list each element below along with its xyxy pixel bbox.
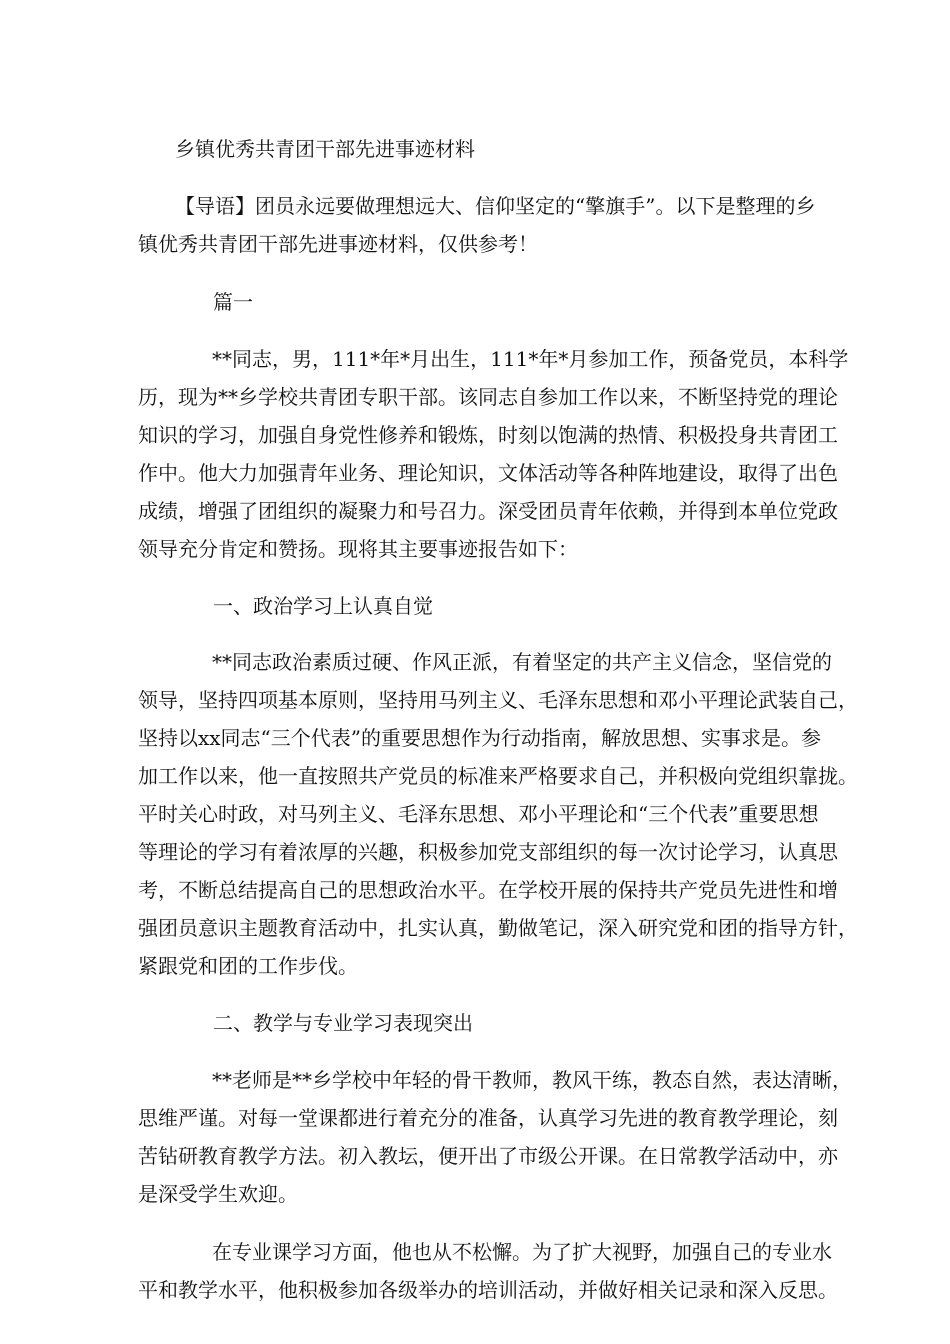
paragraph-3-line-4: 是深受学生欢迎。 bbox=[138, 1182, 298, 1206]
intro-line-1: 【导语】团员永远要做理想远大、信仰坚定的“擎旗手”。以下是整理的乡 bbox=[175, 194, 816, 218]
paragraph-1-line-1: **同志，男，111*年*月出生，111*年*月参加工作，预备党员，本科学 bbox=[212, 347, 849, 371]
heading-1: 一、政治学习上认真自觉 bbox=[213, 594, 433, 618]
paragraph-2-line-8: 强团员意识主题教育活动中，扎实认真，勤做笔记，深入研究党和团的指导方针， bbox=[138, 916, 858, 940]
paragraph-2-line-2: 领导，坚持四项基本原则，坚持用马列主义、毛泽东思想和邓小平理论武装自己， bbox=[138, 688, 858, 712]
paragraph-2-line-9: 紧跟党和团的工作步伐。 bbox=[138, 954, 358, 978]
paragraph-3-line-2: 思维严谨。对每一堂课都进行着充分的准备，认真学习先进的教育教学理论，刻 bbox=[138, 1106, 838, 1130]
paragraph-2-line-6: 等理论的学习有着浓厚的兴趣，积极参加党支部组织的每一次讨论学习，认真思 bbox=[138, 840, 838, 864]
paragraph-1-line-3: 知识的学习，加强自身党性修养和锻炼，时刻以饱满的热情、积极投身共青团工 bbox=[138, 423, 838, 447]
section-label: 篇一 bbox=[213, 290, 253, 314]
paragraph-3-line-1: **老师是**乡学校中年轻的骨干教师，教风干练，教态自然，表达清晰， bbox=[212, 1068, 852, 1092]
paragraph-2-line-4: 加工作以来，他一直按照共产党员的标准来严格要求自己，并积极向党组织靠拢。 bbox=[138, 764, 858, 788]
paragraph-1-line-2: 历，现为**乡学校共青团专职干部。该同志自参加工作以来，不断坚持党的理论 bbox=[138, 385, 838, 409]
paragraph-2-line-5: 平时关心时政，对马列主义、毛泽东思想、邓小平理论和“三个代表”重要思想 bbox=[138, 802, 819, 826]
paragraph-2-line-3: 坚持以xx同志“三个代表”的重要思想作为行动指南，解放思想、实事求是。参 bbox=[138, 726, 822, 750]
paragraph-1-line-6: 领导充分肯定和赞扬。现将其主要事迹报告如下： bbox=[138, 537, 578, 561]
intro-line-2: 镇优秀共青团干部先进事迹材料，仅供参考！ bbox=[138, 232, 538, 256]
paragraph-3-line-3: 苦钻研教育教学方法。初入教坛，便开出了市级公开课。在日常教学活动中，亦 bbox=[138, 1144, 838, 1168]
paragraph-1-line-5: 成绩，增强了团组织的凝聚力和号召力。深受团员青年依赖，并得到本单位党政 bbox=[138, 499, 838, 523]
paragraph-1-line-4: 作中。他大力加强青年业务、理论知识，文体活动等各种阵地建设，取得了出色 bbox=[138, 461, 838, 485]
paragraph-4-line-1: 在专业课学习方面，他也从不松懈。为了扩大视野，加强自己的专业水 bbox=[212, 1240, 832, 1264]
paragraph-2-line-1: **同志政治素质过硬、作风正派，有着坚定的共产主义信念，坚信党的 bbox=[212, 650, 832, 674]
heading-2: 二、教学与专业学习表现突出 bbox=[213, 1011, 473, 1035]
document-title: 乡镇优秀共青团干部先进事迹材料 bbox=[175, 137, 475, 161]
paragraph-2-line-7: 考，不断总结提高自己的思想政治水平。在学校开展的保持共产党员先进性和增 bbox=[138, 878, 838, 902]
paragraph-4-line-2: 平和教学水平，他积极参加各级举办的培训活动，并做好相关记录和深入反思。 bbox=[138, 1278, 838, 1302]
